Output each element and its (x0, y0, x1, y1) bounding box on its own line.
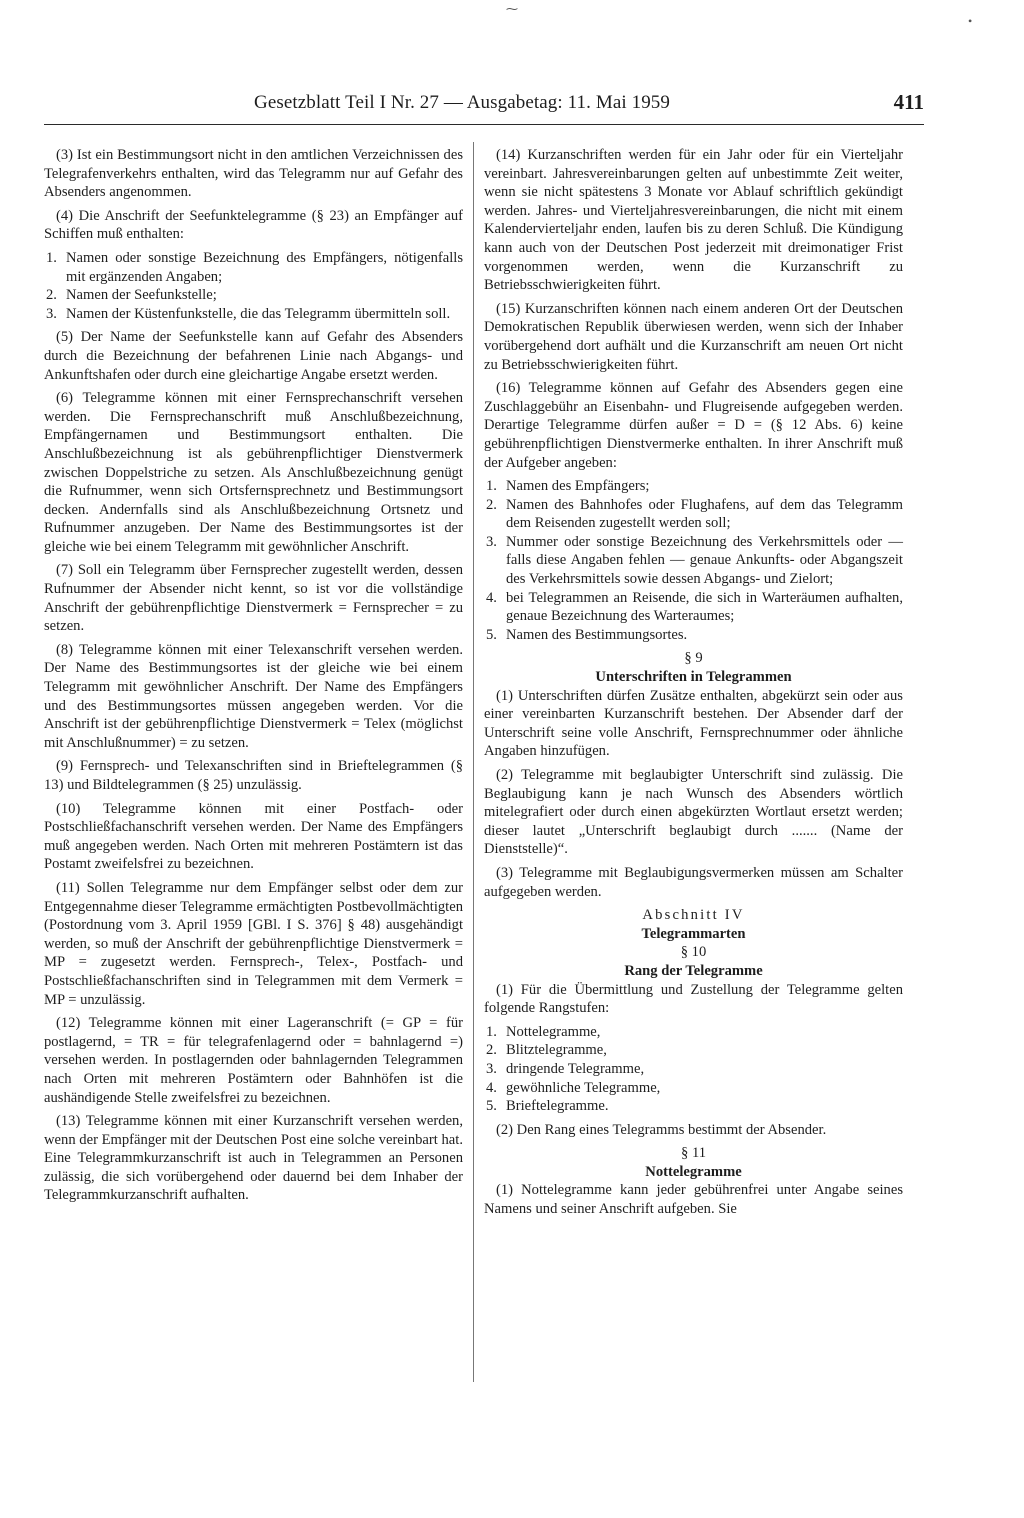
list-item (484, 496, 903, 533)
list-number: 4. (486, 589, 497, 606)
list-text: Namen des Bestimmungsortes. (506, 626, 688, 643)
paragraph-6: (6) Telegramme können mit einer Fernsprechanschrift versehen werden. Die Fernsprechanschrift muß Anschlußbezeichnung, Empfängernamen und Bestimmungsort enthalten. Die Anschlußbezeichnung ist als gebührenpflichtiger Dienstvermerk zwischen Doppelstriche zu setzen. Als Anschlußbezeichnung genügt die Rufnummer, wenn sich Ortsfernsprechnetz und Bestimmungsort decken. Andernfalls sind als Anschlußbezeichnung Ortsnetz und Rufnummer anzugeben. Der Name des Bestimmungsortes ist der gleiche wie bei einem Telegramm mit gewöhnlicher Anschrift. (44, 390, 463, 555)
paragraph-13: (13) Telegramme können mit einer Kurzanschrift versehen werden, wenn der Empfänger mit der Deutschen Post eine solche vereinbart hat. Eine Telegrammkurzanschrift ist auch in Telegrammen an Personen zulässig, die sich vorübergehend oder dauernd bei dem Inhaber der Telegrammkurzanschrift aufhalten. (44, 1113, 463, 1204)
list-number: 1. (486, 1023, 497, 1040)
section-10-number: § 10 (680, 944, 707, 961)
list-item (484, 1023, 903, 1042)
list-item (484, 477, 903, 496)
list-number: 3. (486, 1060, 497, 1077)
list-number: 1. (486, 478, 497, 495)
list-item (484, 1060, 903, 1079)
list-item (484, 589, 903, 626)
paragraph-10: (10) Telegramme können mit einer Postfach- oder Postschließfachanschrift versehen werden. Der Name des Empfängers muß angegeben werden. Nach Orten mit mehreren Postämtern ist das Postamt zweifelsfrei zu bezeichnen. (44, 800, 463, 873)
list-item (44, 286, 463, 305)
section-9-paragraph-2: (2) Telegramme mit beglaubigter Unterschrift sind zulässig. Die Beglaubigung kann je nach Wunsch des Absenders wörtlich mitelegrafiert oder durch einen abgekürzten Wortlaut ersetzt werden; dieser lautet „Unterschrift beglaubigt durch ....... (Name der Dienststelle)“. (484, 767, 903, 858)
section-10-paragraph-1: (1) Für die Übermittlung und Zustellung der Telegramme gelten folgende Rangstufen: (484, 981, 903, 1017)
chapter-title: Telegrammarten (641, 925, 746, 942)
paragraph-4: (4) Die Anschrift der Seefunktelegramme (§ 23) an Empfänger auf Schiffen muß enthalten: (44, 207, 463, 243)
list-text: bei Telegrammen an Reisende, die sich in Warteräumen aufhalten, genaue Bezeichnung des Warteraumes; (506, 589, 903, 625)
paragraph-8: (8) Telegramme können mit einer Telexanschrift versehen werden. Der Name des Bestimmungsortes ist der gleiche wie bei einem Telegramm mit gewöhnlicher Anschrift. Der Name des Empfängers und des Bestimmungsortes müssen angegeben werden. Vor die Anschrift ist der gebührenpflichtige Dienstvermerk = Telex (möglichst mit Anschlußnummer) = zu setzen. (44, 641, 463, 751)
page-header (44, 90, 924, 120)
section-11-title: Nottelegramme (645, 1163, 742, 1180)
list-number: 1. (46, 249, 57, 266)
right-column (484, 146, 903, 1224)
section-9-title: Unterschriften in Telegrammen (595, 669, 792, 686)
list-number: 3. (486, 533, 497, 550)
paragraph-12: (12) Telegramme können mit einer Lageranschrift (= GP = für postlagernd, = TR = für telegrafenlagernd oder = bahnlagernd =) versehen werden. In postlagernden oder bahnlagernden Telegrammen nach Orten mit mehreren Postämtern oder Bahnhöfen ist die aushändigende Stelle zweifelsfrei zu bezeichnen. (44, 1015, 463, 1106)
paragraph-16: (16) Telegramme können auf Gefahr des Absenders gegen eine Zuschlaggebühr an Eisenbahn- und Flugreisende aufgegeben werden. Derartige Telegramme dürfen außer = D = (§ 12 Abs. 6) keine gebührenpflichtigen Dienstvermerke enthalten. In ihrer Anschrift muß der Aufgeber angeben: (484, 380, 903, 471)
column-divider (473, 142, 474, 1382)
list-16 (484, 477, 903, 644)
list-number: 2. (486, 496, 497, 513)
section-10-title: Rang der Telegramme (624, 962, 763, 979)
paragraph-14: (14) Kurzanschriften werden für ein Jahr oder für ein Vierteljahr vereinbart. Jahresvereinbarungen gelten auf unbestimmte Zeit weiter, wenn sie nicht spätestens 3 Monate vor Ablauf schriftlich gekündigt werden. Jahres- und Vierteljahresvereinbarungen, die nicht mit einem Kalendervierteljahr enden, laufen bis zu deren Schluß. Die Kündigung kann auch von der Deutschen Post jederzeit mit dreimonatiger Frist vorgenommen werden, wenn die Kurzanschrift zu Betriebsschwierigkeiten führt. (484, 147, 903, 294)
list-number: 2. (46, 287, 57, 304)
section-9-paragraph-3: (3) Telegramme mit Beglaubigungsvermerken müssen am Schalter aufgegeben werden. (484, 864, 903, 900)
paragraph-9: (9) Fernsprech- und Telexanschriften sind in Brieftelegrammen (§ 13) und Bildtelegrammen (§ 25) unzulässig. (44, 758, 463, 793)
list-number: 5. (486, 626, 497, 643)
header-title: Gesetzblatt Teil I Nr. 27 — Ausgabetag: 11. Mai 1959 (254, 92, 670, 113)
page-number: 411 (893, 90, 924, 114)
scan-mark: • (968, 14, 973, 28)
list-item (44, 305, 463, 324)
list-item (484, 1097, 903, 1116)
list-10 (484, 1023, 903, 1116)
list-item (484, 533, 903, 589)
list-number: 4. (486, 1079, 497, 1096)
paragraph-3: (3) Ist ein Bestimmungsort nicht in den amtlichen Verzeichnissen des Telegrafenverkehrs enthalten, wird das Telegramm nur auf Gefahr des Absenders angenommen. (44, 147, 463, 201)
section-11-paragraph-1: (1) Nottelegramme kann jeder gebührenfrei unter Angabe seines Namens und seiner Anschrift aufgeben. Sie (484, 1182, 903, 1218)
paragraph-11: (11) Sollen Telegramme nur dem Empfänger selbst oder dem zur Entgegennahme dieser Telegramme ermächtigten Postbevollmächtigten (Postordnung vom 3. April 1959 [GBl. I S. 376] § 48) ausgehändigt werden, so muß der Anschrift der gebührenpflichtige Dienstvermerk = MP = zugesetzt werden. Fernsprech-, Telex-, Postfach- und Postschließfachanschriften sind in Telegrammen mit dem Vermerk = MP = unzulässig. (44, 879, 463, 1008)
list-item (484, 1079, 903, 1098)
paragraph-7: (7) Soll ein Telegramm über Fernsprecher zugestellt werden, dessen Rufnummer der Absender nicht kennt, so ist vor die vollständige Anschrift der gebührenpflichtige Dienstvermerk = Fernsprecher = zu setzen. (44, 562, 463, 635)
section-9-paragraph-1: (1) Unterschriften dürfen Zusätze enthalten, abgekürzt sein oder aus einer vereinbarten Kurzanschrift bestehen. Der Absender darf der Unterschrift seine volle Anschrift, Fernsprechnummer oder ähnliche Angaben hinzufügen. (484, 687, 903, 760)
list-text: Brieftelegramme. (506, 1098, 609, 1115)
section-11-number: § 11 (681, 1145, 706, 1162)
list-text: Nummer oder sonstige Bezeichnung des Verkehrsmittels oder — falls diese Angaben fehlen — genaue Ankunfts- oder Abgangszeit des Verkehrsmittels sowie dessen Abgangs- und Zielort; (506, 533, 903, 588)
list-number: 5. (486, 1098, 497, 1115)
paragraph-5: (5) Der Name der Seefunkstelle kann auf Gefahr des Absenders durch die Bezeichnung der befahrenen Linie nach Abgangs- und Ankunftshafen oder durch eine gleichartige Angabe ersetzt werden. (44, 329, 463, 383)
list-item (484, 1041, 903, 1060)
list-text: Namen oder sonstige Bezeichnung des Empfängers, nötigenfalls mit ergänzenden Angaben; (66, 249, 463, 285)
left-column (44, 146, 463, 1210)
list-number: 2. (486, 1042, 497, 1059)
list-text: Nottelegramme, (506, 1023, 601, 1040)
scan-mark: ⁓ (506, 2, 518, 16)
list-text: dringende Telegramme, (506, 1060, 645, 1077)
section-9-number: § 9 (684, 650, 703, 667)
header-rule (44, 124, 924, 125)
list-text: gewöhnliche Telegramme, (506, 1079, 661, 1096)
list-4 (44, 249, 463, 323)
list-text: Namen der Küstenfunkstelle, die das Telegramm übermitteln soll. (66, 305, 451, 322)
list-item (44, 249, 463, 286)
section-10-paragraph-2: (2) Den Rang eines Telegramms bestimmt der Absender. (496, 1121, 827, 1138)
list-text: Namen der Seefunkstelle; (66, 287, 217, 304)
list-text: Namen des Empfängers; (506, 478, 650, 495)
list-text: Namen des Bahnhofes oder Flughafens, auf dem das Telegramm dem Reisenden zugestellt werden soll; (506, 496, 903, 532)
list-item (484, 626, 903, 645)
list-text: Blitztelegramme, (506, 1042, 607, 1059)
chapter-heading: Abschnitt IV (642, 907, 745, 924)
list-number: 3. (46, 305, 57, 322)
paragraph-15: (15) Kurzanschriften können nach einem anderen Ort der Deutschen Demokratischen Republik überwiesen werden, wenn sich der Inhaber vorübergehend dort aufhält und die Kurzanschrift am neuen Ort nicht zu Betriebsschwierigkeiten führt. (484, 300, 903, 373)
